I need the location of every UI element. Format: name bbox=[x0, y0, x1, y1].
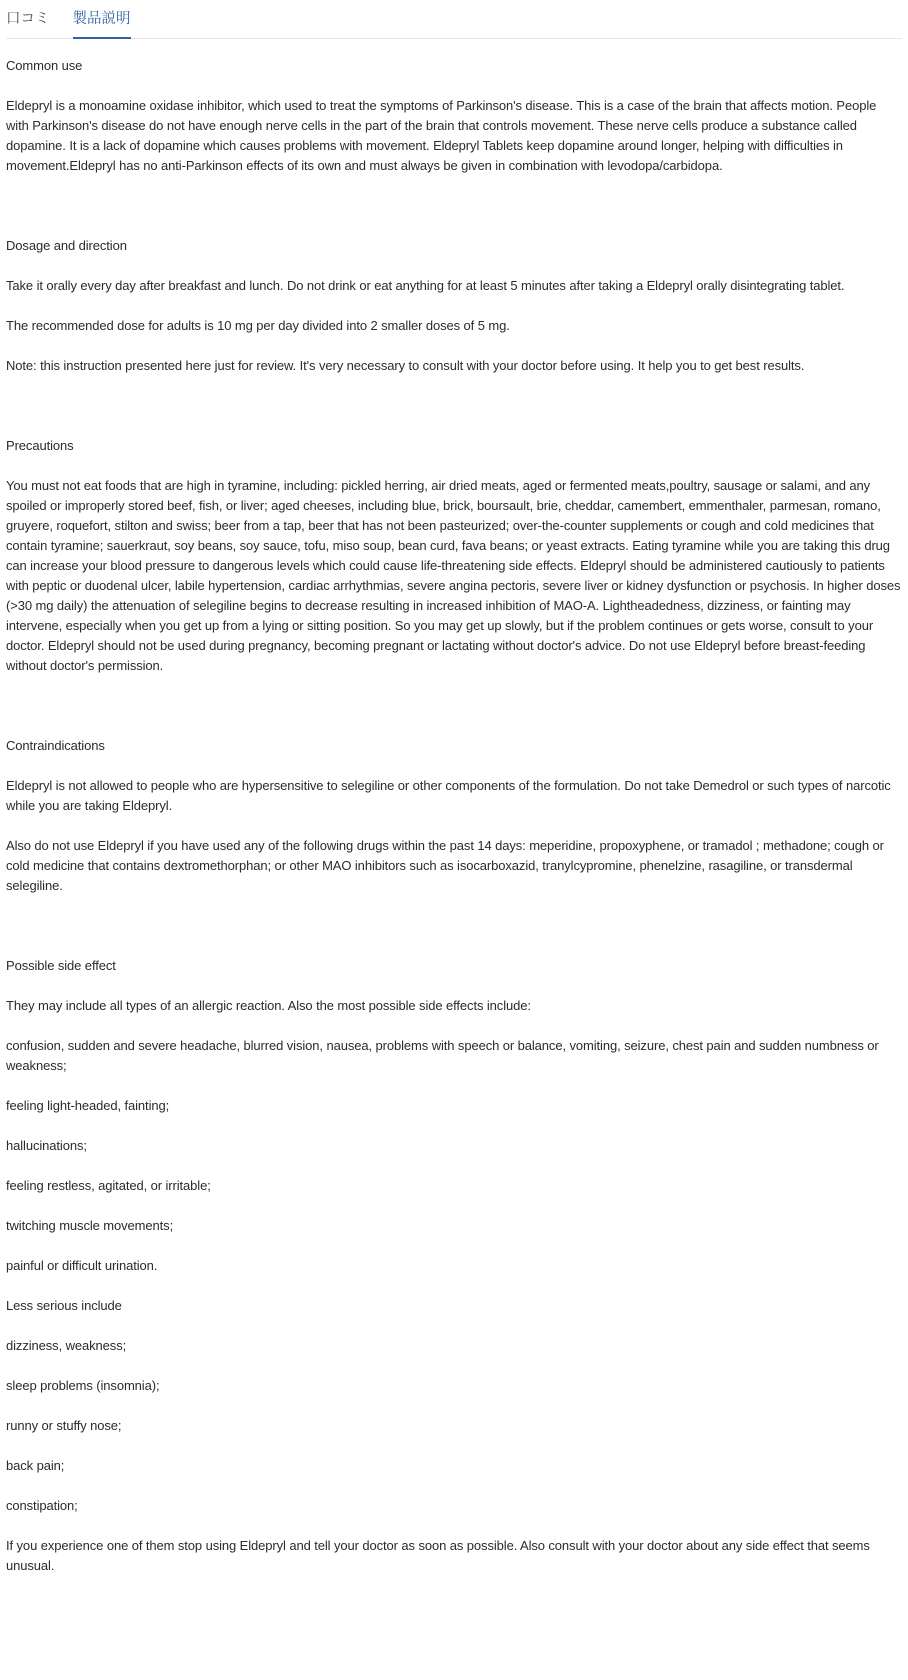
paragraph: dizziness, weakness; bbox=[6, 1338, 127, 1353]
paragraph: Note: this instruction presented here just for review. It's very necessary to consult with your doctor before using. It help you to get best results. bbox=[6, 358, 805, 373]
paragraph: hallucinations; bbox=[6, 1138, 87, 1153]
paragraph: Eldepryl is a monoamine oxidase inhibitor, which used to treat the symptoms of Parkinson's disease. This is a case of the brain that affects motion. People with Parkinson's disease do not have enough nerve cells in the part of the brain that controls movement. These nerve cells produce a substance called dopamine. It is a lack of dopamine which causes problems with movement. Eldepryl Tablets keep dopamine around longer, helping with difficulties in movement.Eldepryl has no anti-Parkinson effects of its own and must always be given in combination with levodopa/carbidopa. bbox=[6, 98, 877, 173]
paragraph: Eldepryl is not allowed to people who are hypersensitive to selegiline or other components of the formulation. Do not take Demedrol or such types of narcotic while you are taking Eldepryl. bbox=[6, 778, 891, 813]
paragraph: They may include all types of an allergic reaction. Also the most possible side effects include: bbox=[6, 998, 531, 1013]
paragraph: sleep problems (insomnia); bbox=[6, 1378, 160, 1393]
paragraph: feeling light-headed, fainting; bbox=[6, 1098, 170, 1113]
paragraph: If you experience one of them stop using Eldepryl and tell your doctor as soon as possible. Also consult with your doctor about any side effect that seems unusual. bbox=[6, 1538, 870, 1573]
paragraph: feeling restless, agitated, or irritable; bbox=[6, 1178, 211, 1193]
section-dosage bbox=[6, 236, 902, 376]
section-title: Possible side effect bbox=[6, 958, 116, 973]
paragraph: twitching muscle movements; bbox=[6, 1218, 174, 1233]
section-common-use bbox=[6, 56, 902, 176]
section-title: Contraindications bbox=[6, 738, 105, 753]
paragraph: painful or difficult urination. bbox=[6, 1258, 158, 1273]
tab-reviews[interactable]: 口コミ bbox=[6, 11, 50, 27]
paragraph: Less serious include bbox=[6, 1298, 122, 1313]
section-title: Precautions bbox=[6, 438, 74, 453]
product-description bbox=[6, 39, 902, 1576]
paragraph: confusion, sudden and severe headache, blurred vision, nausea, problems with speech or balance, vomiting, seizure, chest pain and sudden numbness or weakness; bbox=[6, 1038, 879, 1073]
paragraph: Take it orally every day after breakfast and lunch. Do not drink or eat anything for at least 5 minutes after taking a Eldepryl orally disintegrating tablet. bbox=[6, 278, 845, 293]
paragraph: constipation; bbox=[6, 1498, 78, 1513]
paragraph: runny or stuffy nose; bbox=[6, 1418, 122, 1433]
section-side-effects bbox=[6, 956, 902, 1576]
tab-bar bbox=[6, 0, 902, 39]
paragraph: Also do not use Eldepryl if you have used any of the following drugs within the past 14 days: meperidine, propoxyphene, or tramadol ; methadone; cough or cold medicine that contains dextromethorphan; or other MAO inhibitors such as isocarboxazid, tranylcypromine, phenelzine, rasagiline, or transdermal selegiline. bbox=[6, 838, 884, 893]
section-title: Common use bbox=[6, 58, 83, 73]
section-contraindications bbox=[6, 736, 902, 896]
paragraph: You must not eat foods that are high in tyramine, including: pickled herring, air dried meats, aged or fermented meats,poultry, sausage or salami, and any spoiled or improperly stored beef, fish, or liver; aged cheeses, including blue, brick, boursault, brie, cheddar, camembert, emmenthaler, parmesan, romano, gruyere, roquefort, stilton and swiss; beer from a tap, beer that has not been pasteurized; over-the-counter supplements or cough and cold medicines that contain tyramine; sauerkraut, soy beans, soy sauce, tofu, miso soup, bean curd, fava beans; or yeast extracts. Eating tyramine while you are taking this drug can increase your blood pressure to dangerous levels which could cause life-threatening side effects. Eldepryl should be administered cautiously to patients with peptic or duodenal ulcer, labile hypertension, cardiac arrhythmias, severe angina pectoris, severe liver or kidney dysfunction or psychosis. In higher doses (>30 mg daily) the attenuation of selegiline begins to decrease resulting in increased inhibition of MAO-A. Lightheadedness, dizziness, or fainting may intervene, especially when you get up from a lying or sitting position. So you may get up slowly, but if the problem continues or gets worse, consult to your doctor. Eldepryl should not be used during pregnancy, becoming pregnant or lactating without doctor's advice. Do not use Eldepryl before breast-feeding without doctor's permission. bbox=[6, 478, 901, 673]
section-title: Dosage and direction bbox=[6, 238, 127, 253]
tab-product-description[interactable]: 製品説明 bbox=[73, 0, 131, 38]
section-precautions bbox=[6, 436, 902, 676]
paragraph: The recommended dose for adults is 10 mg per day divided into 2 smaller doses of 5 mg. bbox=[6, 318, 510, 333]
paragraph: back pain; bbox=[6, 1458, 65, 1473]
